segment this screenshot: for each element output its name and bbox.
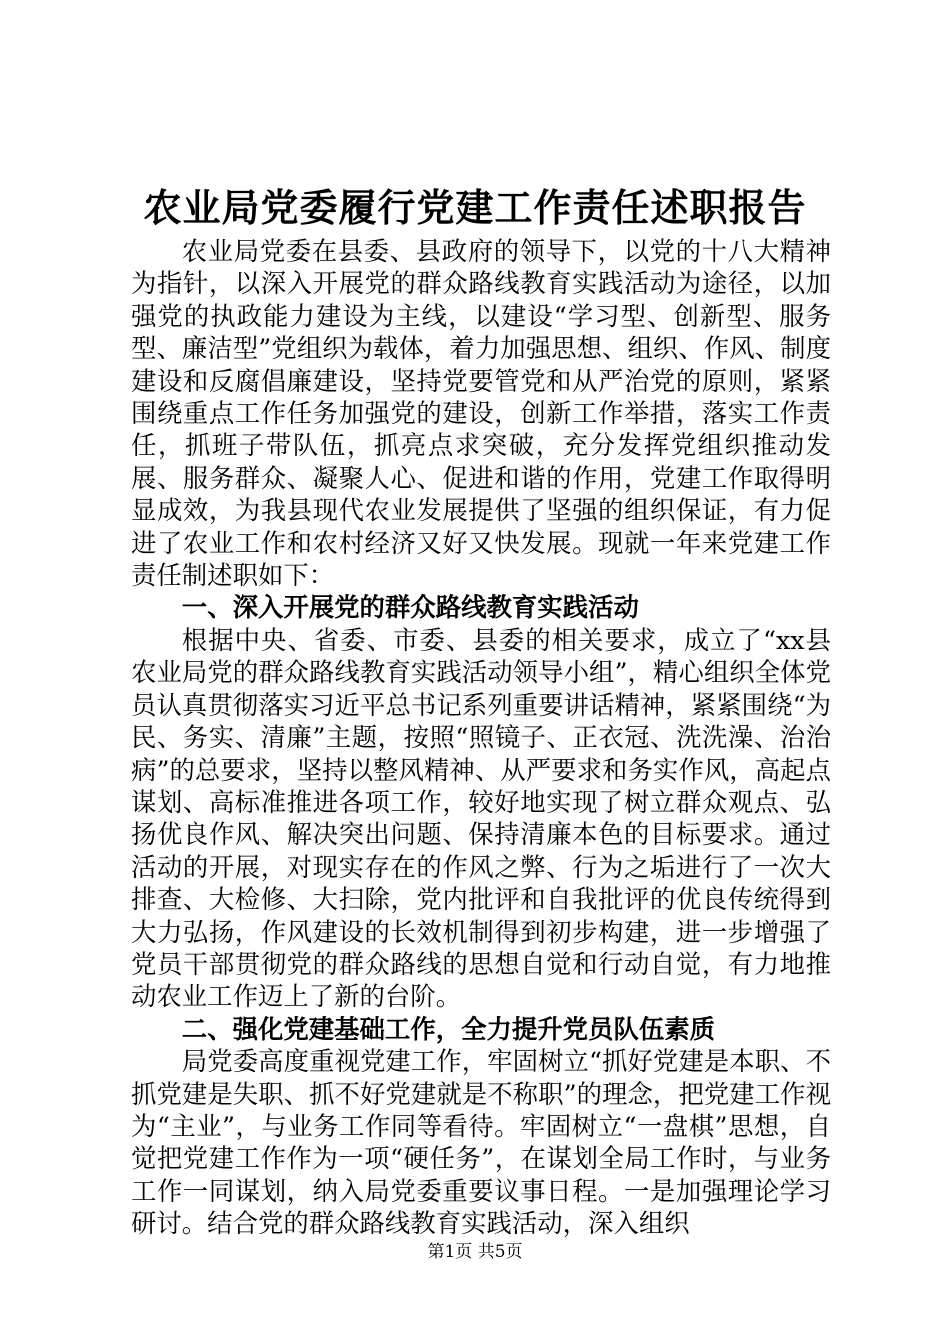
page-number-footer: 第1页 共5页 (427, 1242, 523, 1262)
section-1-paragraph: 根据中央、省委、市委、县委的相关要求，成立了“xx县农业局党的群众路线教育实践活动领导小组”，精心组织全体党员认真贯彻落实习近平总书记系列重要讲话精神，紧紧围绕“为民、务实、清廉”主题，按照“照镜子、正衣冠、洗洗澡、治治病”的总要求，坚持以整风精神、从严要求和务实作风，高起点谋划、高标准推进各项工作，较好地实现了树立群众观点、弘扬优良作风、解决突出问题、保持清廉本色的目标要求。通过活动的开展，对现实存在的作风之弊、行为之垢进行了一次大排查、大检修、大扫除，党内批评和自我批评的优良传统得到大力弘扬，作风建设的长效机制得到初步构建，进一步增强了党员干部贯彻党的群众路线的思想自觉和行动自觉，有力地推动农业工作迈上了新的台阶。 (131, 624, 831, 1012)
section-2-paragraph: 局党委高度重视党建工作，牢固树立“抓好党建是本职、不抓党建是失职、抓不好党建就是不称职”的理念，把党建工作视为“主业”，与业务工作同等看待。牢固树立“一盘棋”思想，自觉把党建工作作为一项“硬任务”，在谋划全局工作时，与业务工作一同谋划，纳入局党委重要议事日程。一是加强理论学习研讨。结合党的群众路线教育实践活动，深入组织 (131, 1046, 831, 1239)
section-1-heading: 一、深入开展党的群众路线教育实践活动 (181, 592, 639, 623)
intro-paragraph: 农业局党委在县委、县政府的领导下，以党的十八大精神为指针，以深入开展党的群众路线教育实践活动为途径，以加强党的执政能力建设为主线，以建设“学习型、创新型、服务型、廉洁型”党组织为载体，着力加强思想、组织、作风、制度建设和反腐倡廉建设，坚持党要管党和从严治党的原则，紧紧围绕重点工作任务加强党的建设，创新工作举措，落实工作责任，抓班子带队伍，抓亮点求突破，充分发挥党组织推动发展、服务群众、凝聚人心、促进和谐的作用，党建工作取得明显成效，为我县现代农业发展提供了坚强的组织保证，有力促进了农业工作和农村经济又好又快发展。现就一年来党建工作责任制述职如下： (131, 236, 831, 591)
document-title: 农业局党委履行党建工作责任述职报告 (143, 185, 807, 230)
document-body (131, 235, 831, 1240)
section-2-heading: 二、强化党建基础工作，全力提升党员队伍素质 (181, 1013, 715, 1044)
